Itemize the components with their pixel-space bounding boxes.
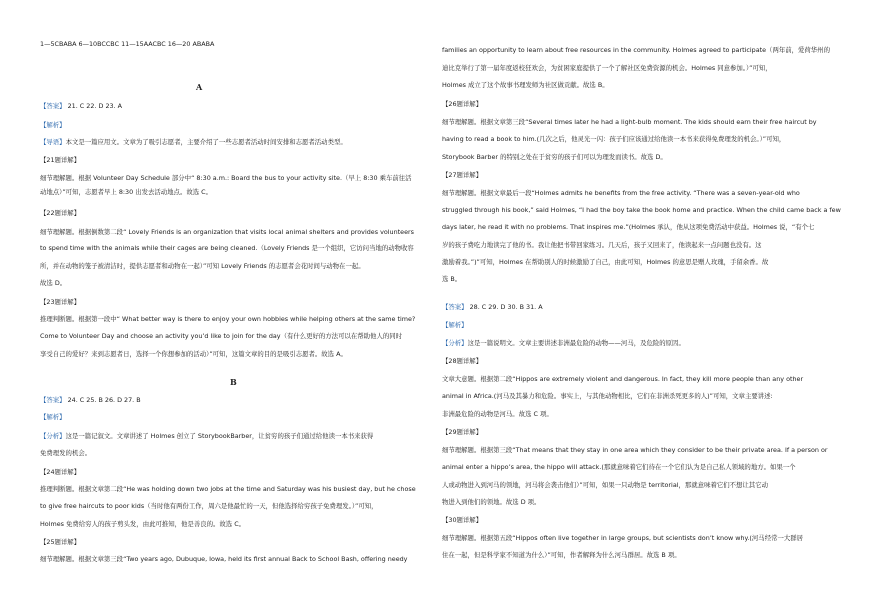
answer-tag: 【答案】 bbox=[442, 303, 468, 311]
q27-line: 细节理解题。根据文章最后一段“Holmes admits he benefits from the free activity. “There was a seven-year-old who bbox=[442, 189, 800, 197]
q22-line: 故选 D。 bbox=[40, 279, 67, 287]
answer-text: 24. C 25. B 26. D 27. B bbox=[67, 396, 141, 404]
continued-line: families an opportunity to learn about free resources in the community. Holmes agreed to participate（两年前，爱荷华州的 bbox=[442, 46, 830, 54]
analysis-tag: 【解析】 bbox=[442, 321, 468, 329]
section-a-heading: A bbox=[196, 82, 203, 92]
continued-line: 迪比克举行了第一届年度返校狂欢会，为贫困家庭提供了一个了解社区免费资源的机会。Holmes 同意参加。）”可知， bbox=[442, 64, 772, 72]
q26-line: having to read a book to him.(几次之后，他灵光一闪：孩子们应该通过给他读一本书来获得免费理发的机会。）”可知， bbox=[442, 135, 786, 143]
analysis-sub-tag: 【分析】 bbox=[442, 339, 468, 347]
q27-line: 选 B。 bbox=[442, 275, 462, 283]
q26-heading: 【26题详解】 bbox=[442, 100, 483, 108]
q29-line: animal enter a hippo’s area, the hippo will attack.(那就意味着它们待在一个它们认为是自己私人领域的地方。如果一个 bbox=[442, 463, 796, 471]
q23-line: 推理判断题。根据第一段中“ What better way is there to enjoy your own hobbies while helping others at the same time? bbox=[40, 315, 416, 323]
q27-heading: 【27题详解】 bbox=[442, 171, 483, 179]
q26-line: 细节理解题。根据文章第三段“Several times later he had a light-bulb moment. The kids should earn their free haircut by bbox=[442, 118, 817, 126]
continued-line: Holmes 成立了这个故事书理发师为社区做贡献。故选 B。 bbox=[442, 81, 609, 89]
q28-line: 文章大意题。根据第二段“Hippos are extremely violent and dangerous. In fact, they kill more people than any other bbox=[442, 375, 804, 383]
q23-line: 享受自己的爱好？来到志愿者日，选择一个你想参加的活动）”可知，这篇文章的目的是吸引志愿者。故选 A。 bbox=[40, 350, 347, 358]
q21-heading: 【21题详解】 bbox=[40, 156, 81, 164]
q28-line: animal in Africa.(河马及其暴力和危险。事实上，与其他动物相比，它们在非洲杀死更多的人)”可知，文章主要讲述: bbox=[442, 392, 773, 400]
analysis-text: 这是一篇说明文。文章主要讲述非洲最危险的动物——河马，及危险的原因。 bbox=[467, 339, 685, 347]
answer-text: 21. C 22. D 23. A bbox=[67, 102, 123, 110]
analysis-tag: 【解析】 bbox=[40, 413, 66, 421]
q22-line: to spend time with the animals while their cages are being cleaned.（Lovely Friends 是一个组织，它访问当地的动物收容 bbox=[40, 244, 414, 252]
guide-text: 本文是一篇应用文。文章为了吸引志愿者，主要介绍了一些志愿者活动时间安排和志愿者活动类型。 bbox=[65, 138, 347, 146]
q21-line: 动地点）”可知，志愿者早上 8:30 出发去活动地点。故选 C。 bbox=[40, 188, 213, 196]
q30-line: 细节理解题。根据第五段“Hippos often live together in large groups, but scientists don’t know why.(河马经常一大群居 bbox=[442, 534, 804, 542]
q22-heading: 【22题详解】 bbox=[40, 209, 81, 217]
q23-line: Come to Volunteer Day and choose an activity you’d like to join for the day（有什么更好的方法可以在帮助他人的同时 bbox=[40, 332, 403, 340]
analysis-text: 这是一篇记叙文。文章讲述了 Holmes 创立了 StorybookBarber，让贫穷的孩子们通过给他读一本书来获得 bbox=[65, 432, 374, 440]
analysis-line bbox=[442, 339, 685, 348]
analysis-tag: 【解析】 bbox=[40, 121, 66, 129]
q29-heading: 【29题详解】 bbox=[442, 428, 483, 436]
q29-line: 细节理解题。根据第三段“That means that they stay in one area which they consider to be their private area. If a person or bbox=[442, 446, 828, 454]
q27-line: 岁的孩子费吃力地读完了他的书。我让他把书带回家练习。几天后，孩子又回来了，他读起来一点问题也没有。这 bbox=[442, 241, 762, 249]
q30-line: 住在一起，但是科学家不知道为什么）”可知，作者解释为什么河马群居。故选 B 项。 bbox=[442, 551, 681, 559]
q28-line: 非洲最危险的动物是河马。故选 C 项。 bbox=[442, 410, 553, 418]
q30-heading: 【30题详解】 bbox=[442, 516, 483, 524]
answer-line bbox=[40, 102, 122, 111]
q24-line: to give free haircuts to poor kids（当时他有两份工作，周六是他最忙的一天，但他选择给穷孩子免费理发。）”可知， bbox=[40, 502, 378, 510]
q24-heading: 【24题详解】 bbox=[40, 468, 81, 476]
q28-heading: 【28题详解】 bbox=[442, 357, 483, 365]
q24-line: 推理判断题。根据文章第二段“He was holding down two jobs at the time and Saturday was his busiest day, but he chose bbox=[40, 485, 416, 493]
analysis-sub-tag: 【分析】 bbox=[40, 432, 66, 440]
answer-line bbox=[442, 303, 543, 312]
answer-tag: 【答案】 bbox=[40, 396, 66, 404]
answer-text: 28. C 29. D 30. B 31. A bbox=[469, 303, 543, 311]
q24-line: Holmes 免费给穷人的孩子剪头发，由此可推知，他是善良的。故选 C。 bbox=[40, 520, 246, 528]
q27-line: days later, he read it with no problems. That inspires me.”(Holmes 承认，他从这项免费活动中获益。Holmes 说，“有个七 bbox=[442, 223, 815, 231]
section-b-heading: B bbox=[230, 377, 237, 387]
answer-tag: 【答案】 bbox=[40, 102, 66, 110]
q25-line: 细节理解题。根据文章第三段“Two years ago, Dubuque, Iowa, held its first annual Back to School Bash, offering needy bbox=[40, 555, 408, 563]
q29-line: 物进入到他们的领地。故选 D 项。 bbox=[442, 498, 541, 506]
q23-heading: 【23题详解】 bbox=[40, 298, 81, 306]
q27-line: 激励着我。”)”可知，Holmes 在帮助别人的时候激励了自己，由此可知，Holmes 的意思是赠人玫瑰，手留余香。故 bbox=[442, 258, 769, 266]
answer-line bbox=[40, 396, 141, 405]
q26-line: Storybook Barber 的特别之处在于贫穷的孩子们可以为理发而读书。故选 D。 bbox=[442, 153, 667, 161]
guide-line bbox=[40, 138, 347, 147]
q27-line: struggled through his book,” said Holmes, “I had the boy take the book home and practice. When the child came back a few bbox=[442, 206, 841, 214]
q22-line: 所，并在动物的笼子被清洁时，提供志愿者和动物在一起）”可知 Lovely Friends 的志愿者会花时间与动物在一起。 bbox=[40, 262, 365, 270]
guide-tag: 【导语】 bbox=[40, 138, 66, 146]
q22-line: 细节理解题。根据倒数第二段“ Lovely Friends is an organization that visits local animal shelters and provides volunteers bbox=[40, 228, 414, 236]
q21-line: 细节理解题。根据 Volunteer Day Schedule 部分中“ 8:30 a.m.: Board the bus to your activity site.（早上 8:30 乘车前往活 bbox=[40, 174, 412, 182]
q29-line: 人或动物进入到河马的领地，河马将会袭击他们）”可知，如果一只动物是 territorial，那就意味着它们不想让其它动 bbox=[442, 481, 768, 489]
analysis-line bbox=[40, 432, 373, 441]
q25-heading: 【25题详解】 bbox=[40, 538, 81, 546]
answer-key-line: 1—5CBABA 6—10BCCBC 11—15AACBC 16—20 ABABA bbox=[40, 40, 215, 48]
analysis-line: 免费理发的机会。 bbox=[40, 449, 92, 457]
